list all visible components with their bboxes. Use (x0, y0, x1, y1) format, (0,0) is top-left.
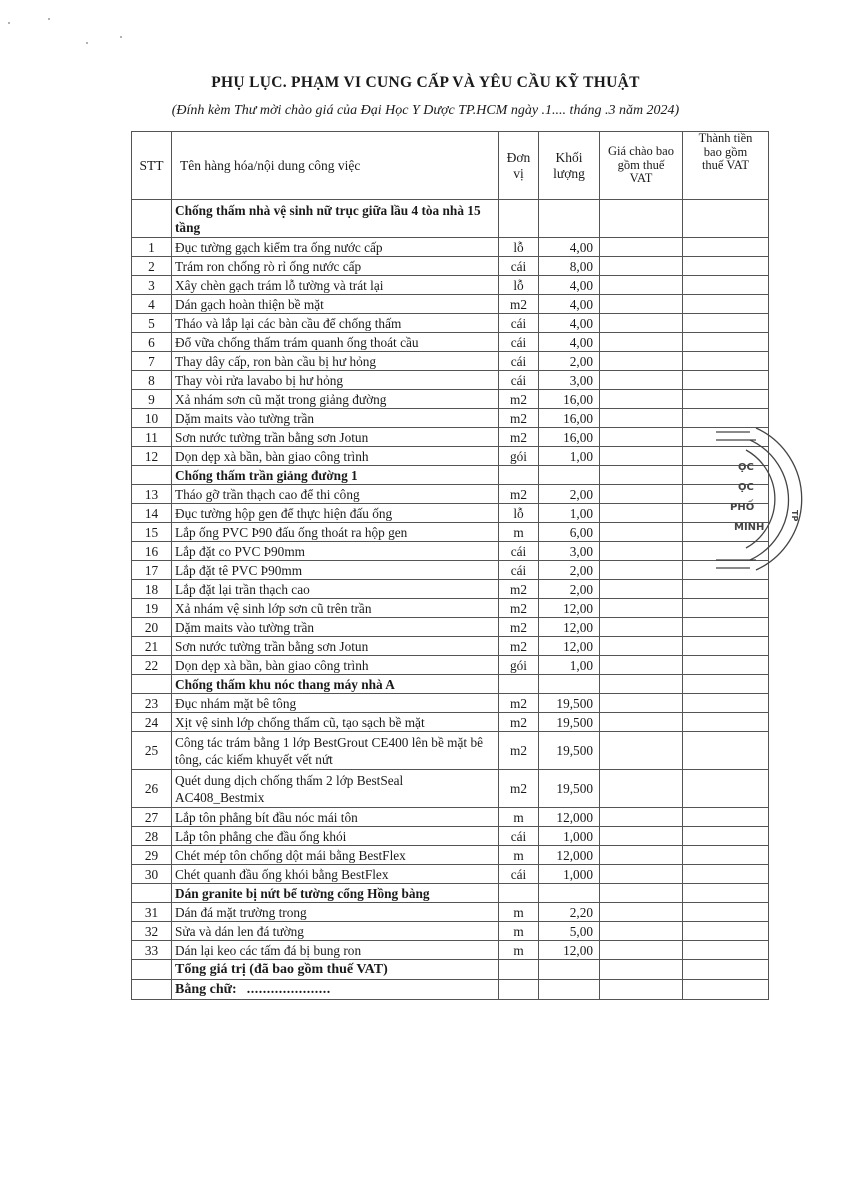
row-stt: 21 (132, 637, 172, 656)
row-qty (539, 200, 600, 238)
row-name: Tháo gỡ trần thạch cao để thi công (172, 485, 499, 504)
header-qty (539, 132, 600, 200)
row-unit: cái (499, 371, 539, 390)
row-unit: m (499, 941, 539, 960)
row-name: Dọn dẹp xà bần, bàn giao công trình (172, 656, 499, 675)
row-total (683, 352, 769, 371)
row-stt: 3 (132, 276, 172, 295)
row-qty: 12,00 (539, 637, 600, 656)
row-qty: 1,000 (539, 827, 600, 846)
row-unit (499, 884, 539, 903)
row-qty: 12,00 (539, 599, 600, 618)
row-qty: 19,500 (539, 770, 600, 808)
row-total (683, 694, 769, 713)
row-unit: cái (499, 257, 539, 276)
row-price (600, 314, 683, 333)
table-row (132, 808, 769, 827)
section-row (132, 200, 769, 238)
row-total (683, 580, 769, 599)
row-unit (499, 675, 539, 694)
row-name: Đổ vữa chống thấm trám quanh ống thoát cầu (172, 333, 499, 352)
row-unit: m2 (499, 428, 539, 447)
row-name: Xả nhám vệ sinh lớp sơn cũ trên trần (172, 599, 499, 618)
row-name: Dán gạch hoàn thiện bề mặt (172, 295, 499, 314)
row-stt: 25 (132, 732, 172, 770)
row-price (600, 257, 683, 276)
scan-speck (48, 18, 50, 20)
row-unit: m (499, 523, 539, 542)
row-qty: 1,000 (539, 865, 600, 884)
header-stt: STT (132, 132, 172, 200)
table-row (132, 390, 769, 409)
row-total (683, 884, 769, 903)
row-stt: 20 (132, 618, 172, 637)
document-title: PHỤ LỤC. PHẠM VI CUNG CẤP VÀ YÊU CẦU KỸ THUẬT (211, 74, 640, 91)
row-stt: 27 (132, 808, 172, 827)
row-stt: 13 (132, 485, 172, 504)
words-stt-cell (132, 980, 172, 1000)
row-price (600, 333, 683, 352)
row-stt (132, 675, 172, 694)
row-unit: cái (499, 352, 539, 371)
row-total (683, 295, 769, 314)
row-total (683, 257, 769, 276)
row-name: Lắp đặt lại trần thạch cao (172, 580, 499, 599)
row-price (600, 827, 683, 846)
row-qty: 4,00 (539, 238, 600, 257)
row-stt: 22 (132, 656, 172, 675)
row-unit: cái (499, 314, 539, 333)
row-unit: lỗ (499, 504, 539, 523)
table-row (132, 637, 769, 656)
row-name: Đục tường gạch kiểm tra ống nước cấp (172, 238, 499, 257)
words-value-cell (683, 980, 769, 1000)
row-qty: 1,00 (539, 447, 600, 466)
header-name: Tên hàng hóa/nội dung công việc (172, 132, 499, 200)
row-stt (132, 200, 172, 238)
row-unit: cái (499, 561, 539, 580)
row-qty: 19,500 (539, 732, 600, 770)
row-unit: m2 (499, 390, 539, 409)
scope-table (131, 131, 769, 1000)
row-name: Sơn nước tường trần bằng sơn Jotun (172, 428, 499, 447)
row-name: Dán lại keo các tấm đá bị bung ron (172, 941, 499, 960)
row-stt: 31 (132, 903, 172, 922)
row-qty: 2,00 (539, 352, 600, 371)
row-price (600, 371, 683, 390)
scan-speck (120, 36, 122, 38)
row-name: Dọn dẹp xà bần, bàn giao công trình (172, 447, 499, 466)
row-qty: 4,00 (539, 314, 600, 333)
row-qty: 1,00 (539, 504, 600, 523)
stamp-text: TP (790, 510, 799, 522)
words-value: ..................... (246, 982, 331, 997)
row-price (600, 846, 683, 865)
row-name: Lắp đặt tê PVC Þ90mm (172, 561, 499, 580)
section-title: Chống thấm nhà vệ sinh nữ trục giữa lầu 4 tòa nhà 15 tầng (172, 200, 499, 238)
table-row (132, 599, 769, 618)
table-row (132, 770, 769, 808)
table-row (132, 561, 769, 580)
row-name: Chét mép tôn chống dột mái bằng BestFlex (172, 846, 499, 865)
row-unit (499, 466, 539, 485)
row-price (600, 504, 683, 523)
section-row (132, 675, 769, 694)
row-price (600, 485, 683, 504)
row-name: Lắp tôn phẳng che đầu ống khói (172, 827, 499, 846)
row-unit: gói (499, 447, 539, 466)
row-qty: 6,00 (539, 523, 600, 542)
row-qty (539, 884, 600, 903)
total-stt-cell (132, 960, 172, 980)
row-price (600, 352, 683, 371)
row-price (600, 542, 683, 561)
row-qty: 16,00 (539, 409, 600, 428)
table-row (132, 732, 769, 770)
row-price (600, 561, 683, 580)
row-stt: 10 (132, 409, 172, 428)
table-row (132, 485, 769, 504)
table-row (132, 352, 769, 371)
table-row (132, 238, 769, 257)
row-total (683, 941, 769, 960)
row-unit: m (499, 808, 539, 827)
header-total (683, 132, 769, 200)
table-row (132, 580, 769, 599)
row-name: Sơn nước tường trần bằng sơn Jotun (172, 637, 499, 656)
row-total (683, 637, 769, 656)
row-qty: 12,000 (539, 846, 600, 865)
table-row (132, 447, 769, 466)
row-unit: cái (499, 865, 539, 884)
row-name: Xả nhám sơn cũ mặt trong giảng đường (172, 390, 499, 409)
total-row (132, 960, 769, 980)
row-price (600, 238, 683, 257)
row-stt: 18 (132, 580, 172, 599)
row-qty: 12,00 (539, 941, 600, 960)
row-total (683, 808, 769, 827)
row-price (600, 276, 683, 295)
row-unit: m (499, 922, 539, 941)
row-total (683, 865, 769, 884)
row-total (683, 333, 769, 352)
table-row (132, 941, 769, 960)
row-name: Xịt vệ sinh lớp chống thấm cũ, tạo sạch bề mặt (172, 713, 499, 732)
section-row (132, 884, 769, 903)
row-qty: 19,500 (539, 713, 600, 732)
row-unit: cái (499, 333, 539, 352)
row-unit: m2 (499, 732, 539, 770)
row-unit: m2 (499, 485, 539, 504)
table-row (132, 656, 769, 675)
table-row (132, 257, 769, 276)
row-total (683, 200, 769, 238)
row-unit: cái (499, 827, 539, 846)
row-stt: 28 (132, 827, 172, 846)
words-cell (172, 980, 499, 1000)
row-qty (539, 675, 600, 694)
row-name: Lắp đặt co PVC Þ90mm (172, 542, 499, 561)
table-body (132, 200, 769, 960)
row-total (683, 713, 769, 732)
row-unit: gói (499, 656, 539, 675)
words-unit-cell (499, 980, 539, 1000)
table-row (132, 523, 769, 542)
words-price-cell (600, 980, 683, 1000)
row-total (683, 770, 769, 808)
header-price-text: Giá chào bao gồm thuế VAT (608, 144, 674, 186)
row-price (600, 599, 683, 618)
row-price (600, 941, 683, 960)
row-name: Xây chèn gạch trám lỗ tường và trát lại (172, 276, 499, 295)
row-name: Dặm maits vào tường trần (172, 618, 499, 637)
row-qty: 16,00 (539, 428, 600, 447)
row-stt: 7 (132, 352, 172, 371)
row-stt: 33 (132, 941, 172, 960)
table-row (132, 827, 769, 846)
row-total (683, 371, 769, 390)
stamp-text: ỌC (738, 482, 754, 493)
row-qty: 12,000 (539, 808, 600, 827)
row-total (683, 827, 769, 846)
row-unit: m (499, 903, 539, 922)
row-qty: 2,00 (539, 485, 600, 504)
row-qty: 4,00 (539, 333, 600, 352)
stamp-text: ỌC (738, 462, 754, 473)
row-name: Đục nhám mặt bê tông (172, 694, 499, 713)
table-row (132, 713, 769, 732)
row-qty: 12,00 (539, 618, 600, 637)
row-qty: 8,00 (539, 257, 600, 276)
total-value-cell (683, 960, 769, 980)
header-total-text: Thành tiền bao gồm thuế VAT (698, 131, 753, 172)
total-price-cell (600, 960, 683, 980)
row-total (683, 732, 769, 770)
row-stt: 4 (132, 295, 172, 314)
row-qty: 4,00 (539, 295, 600, 314)
row-qty: 4,00 (539, 276, 600, 295)
row-stt (132, 466, 172, 485)
row-price (600, 637, 683, 656)
row-total (683, 314, 769, 333)
row-unit: m2 (499, 713, 539, 732)
row-name: Đục tường hộp gen để thực hiện đấu ống (172, 504, 499, 523)
row-name: Thay vòi rửa lavabo bị hư hỏng (172, 371, 499, 390)
row-stt: 30 (132, 865, 172, 884)
row-unit: cái (499, 542, 539, 561)
row-unit: m (499, 846, 539, 865)
total-label: Tổng giá trị (đã bao gồm thuế VAT) (172, 960, 499, 980)
table-row (132, 276, 769, 295)
table-row (132, 428, 769, 447)
table-row (132, 922, 769, 941)
row-price (600, 865, 683, 884)
row-unit: m2 (499, 694, 539, 713)
document-subtitle: (Đính kèm Thư mời chào giá của Đại Học Y Dược TP.HCM ngày .1.... tháng .3 năm 2024) (171, 103, 680, 118)
row-qty: 2,20 (539, 903, 600, 922)
row-total (683, 390, 769, 409)
row-qty: 3,00 (539, 542, 600, 561)
row-name: Trám ron chống rò rỉ ống nước cấp (172, 257, 499, 276)
row-stt: 8 (132, 371, 172, 390)
words-qty-cell (539, 980, 600, 1000)
row-unit: m2 (499, 295, 539, 314)
row-unit (499, 200, 539, 238)
table-row (132, 846, 769, 865)
row-unit: m2 (499, 618, 539, 637)
row-price (600, 808, 683, 827)
words-row (132, 980, 769, 1000)
row-price (600, 903, 683, 922)
row-qty: 5,00 (539, 922, 600, 941)
row-stt: 12 (132, 447, 172, 466)
row-price (600, 580, 683, 599)
section-row (132, 466, 769, 485)
row-unit: m2 (499, 637, 539, 656)
table-row (132, 694, 769, 713)
row-price (600, 428, 683, 447)
row-price (600, 770, 683, 808)
row-stt: 24 (132, 713, 172, 732)
row-total (683, 675, 769, 694)
row-price (600, 694, 683, 713)
row-total (683, 922, 769, 941)
section-title: Dán granite bị nứt bể tường cổng Hồng bàng (172, 884, 499, 903)
row-name: Lắp tôn phẳng bít đầu nóc mái tôn (172, 808, 499, 827)
row-qty: 2,00 (539, 580, 600, 599)
row-unit: m2 (499, 599, 539, 618)
row-qty: 1,00 (539, 656, 600, 675)
row-total (683, 656, 769, 675)
row-price (600, 618, 683, 637)
row-qty: 2,00 (539, 561, 600, 580)
row-qty: 3,00 (539, 371, 600, 390)
table-row (132, 504, 769, 523)
row-price (600, 409, 683, 428)
row-unit: m2 (499, 580, 539, 599)
row-stt: 16 (132, 542, 172, 561)
total-qty-cell (539, 960, 600, 980)
row-stt: 15 (132, 523, 172, 542)
row-name: Công tác trám bằng 1 lớp BestGrout CE400 lên bề mặt bê tông, các kiếm khuyết vết nứt (172, 732, 499, 770)
row-qty: 16,00 (539, 390, 600, 409)
row-stt: 26 (132, 770, 172, 808)
row-price (600, 523, 683, 542)
row-stt: 1 (132, 238, 172, 257)
row-price (600, 466, 683, 485)
row-stt: 19 (132, 599, 172, 618)
row-stt: 23 (132, 694, 172, 713)
words-label: Bằng chữ: (175, 982, 237, 997)
row-price (600, 732, 683, 770)
row-name: Tháo và lắp lại các bàn cầu để chống thấm (172, 314, 499, 333)
table-row (132, 371, 769, 390)
row-total (683, 903, 769, 922)
row-name: Chét quanh đầu ống khói bằng BestFlex (172, 865, 499, 884)
row-qty: 19,500 (539, 694, 600, 713)
table-row (132, 333, 769, 352)
section-title: Chống thấm trần giảng đường 1 (172, 466, 499, 485)
table-row (132, 295, 769, 314)
row-stt: 17 (132, 561, 172, 580)
row-stt: 6 (132, 333, 172, 352)
row-price (600, 656, 683, 675)
section-title: Chống thấm khu nóc thang máy nhà A (172, 675, 499, 694)
row-stt: 29 (132, 846, 172, 865)
row-price (600, 922, 683, 941)
table-row (132, 618, 769, 637)
row-name: Dán đá mặt trường trong (172, 903, 499, 922)
row-price (600, 675, 683, 694)
table-row (132, 865, 769, 884)
stamp-ring-outer (756, 428, 802, 570)
row-name: Lắp ống PVC Þ90 đấu ống thoát ra hộp gen (172, 523, 499, 542)
header-price (600, 132, 683, 200)
row-unit: lỗ (499, 238, 539, 257)
row-stt: 9 (132, 390, 172, 409)
row-stt (132, 884, 172, 903)
row-name: Dặm maits vào tường trần (172, 409, 499, 428)
row-stt: 5 (132, 314, 172, 333)
row-qty (539, 466, 600, 485)
table-row (132, 903, 769, 922)
official-stamp (716, 420, 851, 580)
table-row (132, 542, 769, 561)
row-total (683, 846, 769, 865)
row-name: Sửa và dán len đá tường (172, 922, 499, 941)
row-total (683, 276, 769, 295)
table-row (132, 314, 769, 333)
row-total (683, 238, 769, 257)
scan-speck (8, 22, 10, 24)
header-qty-text: Khối lượng (553, 149, 585, 181)
row-total (683, 599, 769, 618)
row-stt: 11 (132, 428, 172, 447)
row-price (600, 447, 683, 466)
row-price (600, 713, 683, 732)
row-name: Quét dung dịch chống thấm 2 lớp BestSeal AC408_Bestmix (172, 770, 499, 808)
row-price (600, 390, 683, 409)
row-name: Thay dây cấp, ron bàn cầu bị hư hỏng (172, 352, 499, 371)
total-unit-cell (499, 960, 539, 980)
header-unit-text: Đơn vị (506, 149, 531, 181)
row-stt: 32 (132, 922, 172, 941)
row-stt: 2 (132, 257, 172, 276)
table-row (132, 409, 769, 428)
row-total (683, 618, 769, 637)
scan-speck (86, 42, 88, 44)
stamp-text: MINH (734, 522, 765, 533)
row-price (600, 295, 683, 314)
stamp-text: PHỐ (730, 502, 755, 513)
row-unit: lỗ (499, 276, 539, 295)
row-price (600, 200, 683, 238)
row-stt: 14 (132, 504, 172, 523)
row-unit: m2 (499, 770, 539, 808)
header-unit (499, 132, 539, 200)
row-unit: m2 (499, 409, 539, 428)
row-price (600, 884, 683, 903)
